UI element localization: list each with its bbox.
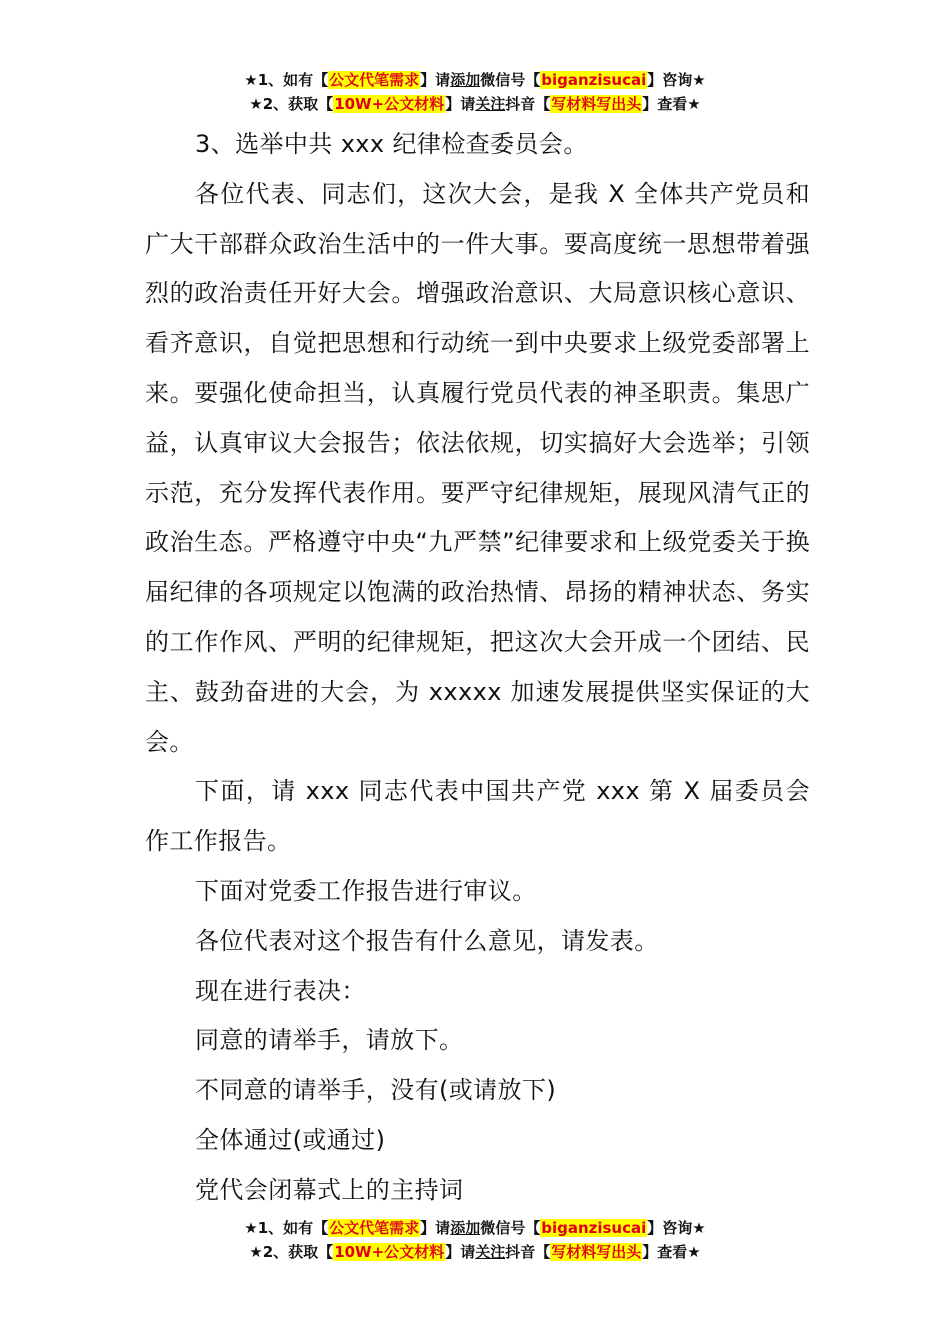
banner-highlight: 10W+公文材料 [334,1243,445,1261]
banner-line-2: ★2、获取【10W+公文材料】请关注抖音【写材料写出头】查看★ [249,1243,701,1261]
document-body [145,120,810,1216]
banner-line-2: ★2、获取【10W+公文材料】请关注抖音【写材料写出头】查看★ [249,95,701,113]
banner-highlight: 10W+公文材料 [334,95,445,113]
paragraph: 各位代表、同志们，这次大会，是我 X 全体共产党员和广大干部群众政治生活中的一件大事。要高度统一思想带着强烈的政治责任开好大会。增强政治意识、大局意识核心意识、看齐意识，自觉把思想和行动统一到中央要求上级党委部署上来。要强化使命担当，认真履行党员代表的神圣职责。集思广益，认真审议大会报告；依法依规，切实搞好大会选举；引领示范，充分发挥代表作用。要严守纪律规矩，展现风清气正的政治生态。严格遵守中央“九严禁”纪律要求和上级党委关于换届纪律的各项规定以饱满的政治热情、昂扬的精神状态、务实的工作作风、严明的纪律规矩，把这次大会开成一个团结、民主、鼓劲奋进的大会，为 xxxxx 加速发展提供坚实保证的大会。 [145,179,810,756]
banner-highlight: 公文代笔需求 [329,71,420,89]
paragraph: 3、选举中共 xxx 纪律检查委员会。 [195,130,588,158]
header-banner [0,68,950,116]
paragraph: 党代会闭幕式上的主持词 [195,1175,464,1204]
banner-highlight: 写材料写出头 [551,95,642,113]
paragraph: 现在进行表决： [195,976,366,1005]
paragraph: 下面，请 xxx 同志代表中国共产党 xxx 第 X 届委员会作工作报告。 [145,777,810,856]
paragraph: 同意的请举手，请放下。 [195,1026,464,1055]
banner-highlight: 写材料写出头 [551,1243,642,1261]
banner-line-1: ★1、如有【公文代笔需求】请添加微信号【biganzisucai】咨询★ [244,71,706,89]
footer-banner [0,1216,950,1264]
paragraph: 下面对党委工作报告进行审议。 [195,876,537,905]
paragraph: 不同意的请举手，没有(或请放下) [195,1076,557,1105]
banner-highlight: 公文代笔需求 [329,1219,420,1237]
paragraph: 全体通过(或通过) [195,1125,386,1154]
banner-highlight: biganzisucai [541,71,647,89]
banner-highlight: biganzisucai [541,1219,647,1237]
paragraph: 各位代表对这个报告有什么意见，请发表。 [195,926,659,955]
banner-line-1: ★1、如有【公文代笔需求】请添加微信号【biganzisucai】咨询★ [244,1219,706,1237]
